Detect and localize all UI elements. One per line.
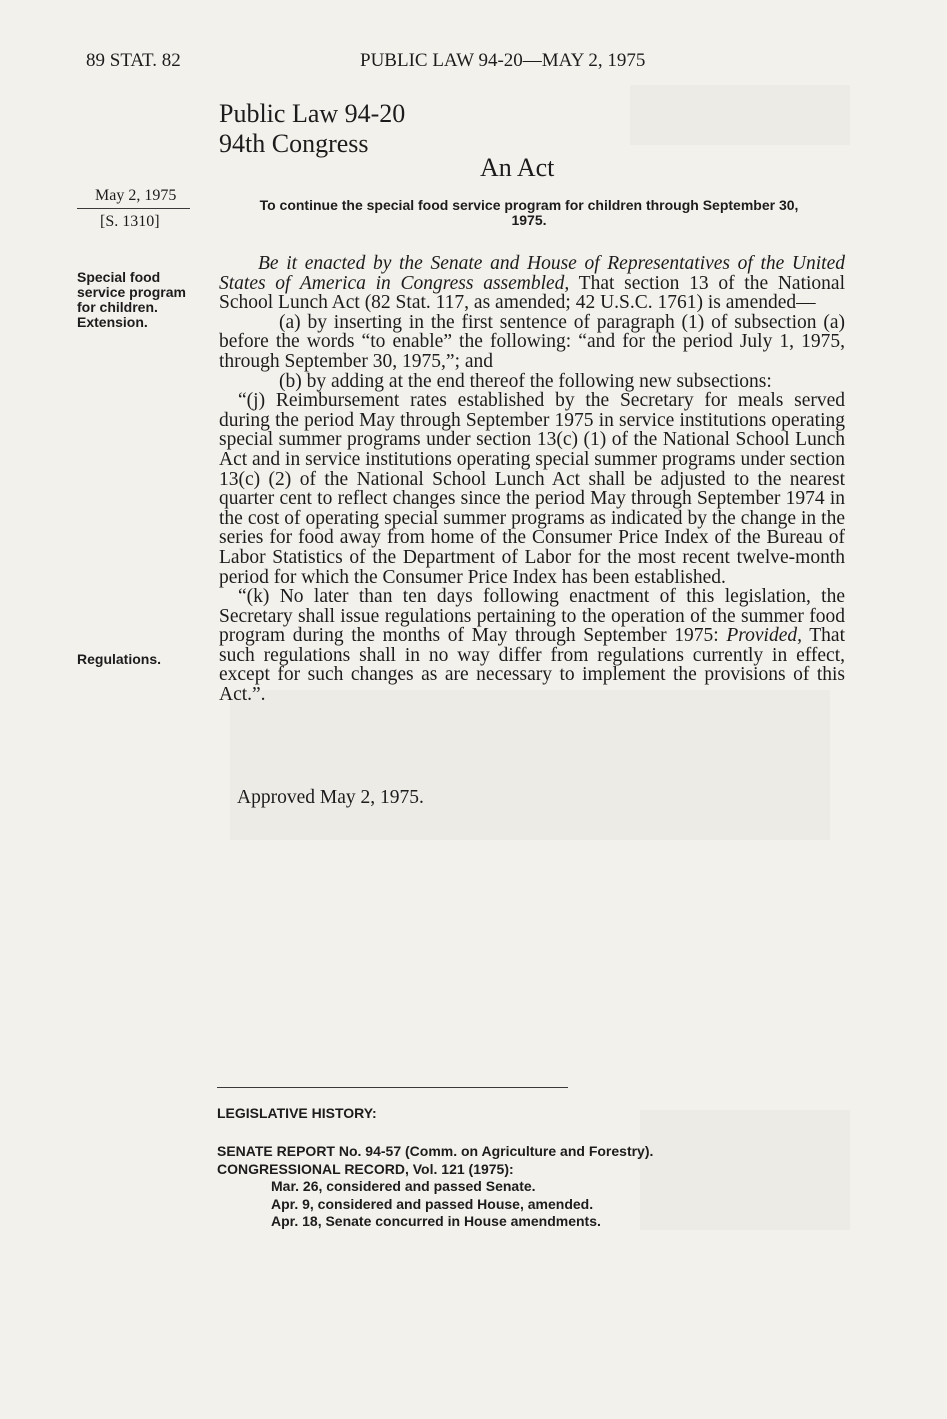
enacting-clause: Be it enacted by the Senate and House of Representatives of the United States of America in Congress assembled, (219, 253, 845, 294)
act-purpose: To continue the special food service program for children through September 30, 1975. (259, 197, 799, 228)
margin-note-regulations: Regulations. (77, 651, 162, 667)
paragraph-a: (a) by inserting in the first sentence of paragraph (1) of subsection (a) before the words “to enable” the following: “and for the period July 1, 1975, through September 30, 1975,”; and (219, 311, 845, 372)
margin-note-line: Extension. (77, 314, 148, 330)
subsection-k-proviso: That such regulations shall in no way differ from regulations currently in effect, except for such changes as are necessary to implement the provisions of this Act.”. (219, 625, 845, 706)
enacting-paragraph (219, 254, 845, 313)
margin-note-line: Special food (77, 269, 161, 285)
history-action: Apr. 18, Senate concurred in House amendments. (271, 1213, 601, 1229)
amendment-intro: That section 13 of the National School Lunch Act (82 Stat. 117, as amended; 42 U.S.C. 1761) is amended— (219, 272, 845, 314)
footer-divider (217, 1087, 568, 1088)
act-heading: An Act (480, 153, 555, 182)
statute-page-number: 89 STAT. 82 (86, 50, 181, 71)
legislative-history (217, 1143, 653, 1231)
subsection-j: “(j) Reimbursement rates established by the Secretary for meals served during the period May through September 1975 in service institutions operating special summer programs under section 13(c) (1) of the National School Lunch Act and in service institutions operating special summer programs under section 13(c) (2) of the National School Lunch Act shall be adjusted to the nearest quarter cent to reflect changes since the period May through September 1974 in the cost of operating special summer programs as indicated by the change in the series for food away from home of the Consumer Price Index of the Bureau of Labor Statistics of the Department of Labor for the most recent twelve-month period for which the Consumer Price Index has been established. (219, 390, 846, 588)
senate-report: SENATE REPORT No. 94-57 (Comm. on Agriculture and Forestry). (217, 1143, 654, 1159)
margin-note-line: for children. (77, 299, 158, 315)
show-through-bleed (230, 690, 830, 840)
legislative-history-title: LEGISLATIVE HISTORY: (217, 1105, 377, 1121)
subsection-k-text: “(k) No later than ten days following enactment of this legislation, the Secretary shall issue regulations pertaining to the operation of the summer food program during the months of May through September 1975: (219, 586, 845, 647)
margin-note-line: service program (77, 284, 186, 300)
show-through-bleed (640, 1110, 850, 1230)
approval-date: Approved May 2, 1975. (237, 787, 424, 808)
congressional-record: CONGRESSIONAL RECORD, Vol. 121 (1975): (217, 1160, 514, 1177)
history-action: Mar. 26, considered and passed Senate. (271, 1178, 536, 1194)
enactment-date: May 2, 1975 (95, 187, 177, 204)
running-head: PUBLIC LAW 94-20—MAY 2, 1975 (360, 50, 646, 71)
congress-number: 94th Congress (219, 129, 369, 158)
show-through-bleed (630, 85, 850, 145)
subsection-k (219, 587, 845, 705)
act-body (219, 254, 845, 705)
margin-note-special-food (77, 270, 186, 330)
history-action: Apr. 9, considered and passed House, amended. (271, 1195, 594, 1212)
public-law-number: Public Law 94-20 (219, 99, 406, 128)
paragraph-b: (b) by adding at the end thereof the following new subsections: (279, 370, 772, 392)
bill-number: [S. 1310] (100, 213, 160, 230)
date-divider (77, 208, 190, 209)
provided-clause: Provided, (726, 625, 802, 647)
